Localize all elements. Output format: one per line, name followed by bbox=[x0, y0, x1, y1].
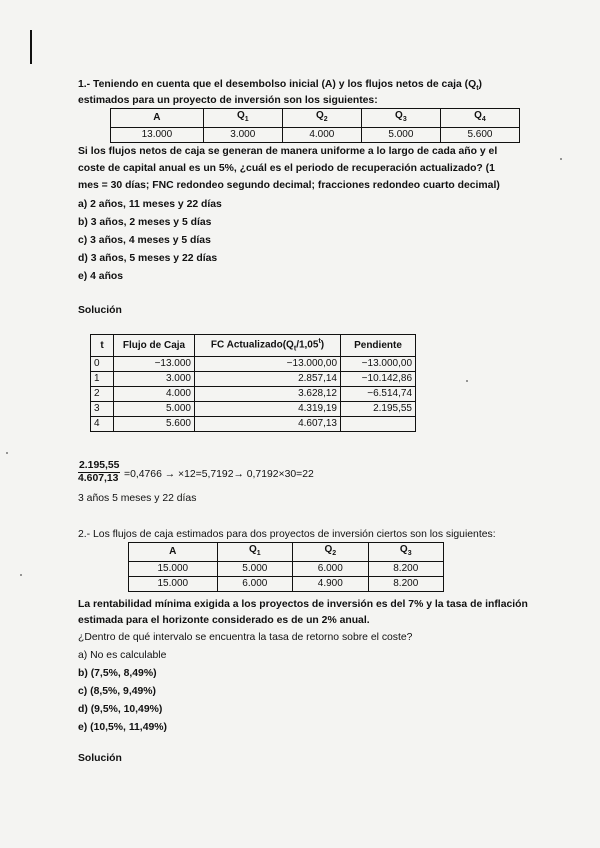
header-q2: $Q_2$ bbox=[293, 543, 368, 562]
table-cell: 8.200 bbox=[368, 562, 443, 577]
fraction-numerator: 2.195,55 bbox=[79, 460, 120, 471]
header-q1: $Q_1$ bbox=[217, 543, 292, 562]
p1-question-line3: mes = 30 días; FNC redondeo segundo decimal; fracciones redondeo cuarto decimal) bbox=[78, 180, 500, 191]
header-pendiente: Pendiente bbox=[341, 335, 416, 357]
p2-line3: ¿Dentro de qué intervalo se encuentra la tasa de retorno sobre el coste? bbox=[78, 632, 413, 643]
table-cell: 2.195,55 bbox=[341, 402, 416, 417]
table-cell: 8.200 bbox=[368, 577, 443, 592]
table-cell: 4.319,19 bbox=[195, 402, 341, 417]
scan-speck bbox=[20, 574, 22, 576]
table-header-row bbox=[111, 109, 520, 128]
table-row bbox=[129, 562, 444, 577]
table-cell: 4 bbox=[91, 417, 114, 432]
table-cell: −6.514,74 bbox=[341, 387, 416, 402]
table-cell: 6.000 bbox=[293, 562, 368, 577]
scan-speck bbox=[560, 158, 562, 160]
table-cell: −13.000,00 bbox=[341, 357, 416, 372]
p2-option-c: c) (8,5%, 9,49%) bbox=[78, 686, 156, 697]
table-cell: 0 bbox=[91, 357, 114, 372]
table-row bbox=[111, 128, 520, 143]
table-cell bbox=[341, 417, 416, 432]
p1-solution-table bbox=[90, 334, 416, 432]
calc-result: =0,4766 → ×12=5,7192→ 0,7192×30=22 bbox=[124, 469, 314, 480]
header-q3: $Q_3$ bbox=[368, 543, 443, 562]
table-cell: 4.000 bbox=[282, 128, 361, 143]
p1-cashflow-table bbox=[110, 108, 520, 143]
header-q1: $Q_1$ bbox=[203, 109, 282, 128]
table-cell: 3.000 bbox=[203, 128, 282, 143]
p1-option-c: c) 3 años, 4 meses y 5 días bbox=[78, 235, 211, 246]
table-row bbox=[91, 357, 416, 372]
table-cell: 5.600 bbox=[440, 128, 519, 143]
table-header-row bbox=[129, 543, 444, 562]
table-cell: −13.000 bbox=[114, 357, 195, 372]
header-t: t bbox=[91, 335, 114, 357]
margin-mark bbox=[30, 30, 32, 64]
table-cell: 6.000 bbox=[217, 577, 292, 592]
table-cell: 3.628,12 bbox=[195, 387, 341, 402]
table-header-row bbox=[91, 335, 416, 357]
table-cell: 4.607,13 bbox=[195, 417, 341, 432]
table-cell: 1 bbox=[91, 372, 114, 387]
p2-intro: 2.- Los flujos de caja estimados para dos proyectos de inversión ciertos son los siguientes: bbox=[78, 529, 496, 540]
p2-option-d: d) (9,5%, 10,49%) bbox=[78, 704, 163, 715]
table-cell: 15.000 bbox=[129, 577, 218, 592]
p2-option-a: a) No es calculable bbox=[78, 650, 167, 661]
table-cell: 5.600 bbox=[114, 417, 195, 432]
table-cell: 5.000 bbox=[114, 402, 195, 417]
table-row bbox=[91, 402, 416, 417]
header-q3: $Q_3$ bbox=[361, 109, 440, 128]
table-cell: 2 bbox=[91, 387, 114, 402]
table-row bbox=[91, 417, 416, 432]
p1-option-e: e) 4 años bbox=[78, 271, 124, 282]
p1-option-a: a) 2 años, 11 meses y 22 días bbox=[78, 199, 222, 210]
table-cell: 3 bbox=[91, 402, 114, 417]
header-fc-actualizado: FC $Actualizado(Q_t/1,05^t)$ bbox=[195, 335, 341, 357]
p1-option-b: b) 3 años, 2 meses y 5 días bbox=[78, 217, 212, 228]
header-a: A bbox=[111, 109, 204, 128]
table-row bbox=[91, 372, 416, 387]
p2-solution-label: Solución bbox=[78, 753, 122, 764]
p1-option-d: d) 3 años, 5 meses y 22 días bbox=[78, 253, 218, 264]
p2-option-b: b) (7,5%, 8,49%) bbox=[78, 668, 157, 679]
header-a: A bbox=[129, 543, 218, 562]
scan-speck bbox=[6, 452, 8, 454]
table-cell: 15.000 bbox=[129, 562, 218, 577]
calc-fraction bbox=[78, 460, 120, 485]
scan-speck bbox=[466, 380, 468, 382]
table-cell: 4.900 bbox=[293, 577, 368, 592]
p2-cashflow-table bbox=[128, 542, 444, 592]
table-cell: 5.000 bbox=[361, 128, 440, 143]
table-cell: −13.000,00 bbox=[195, 357, 341, 372]
p1-intro-line1: 1.- Teniendo en cuenta que el desembolso inicial (A) y los flujos netos de caja $(Q_t)$ bbox=[78, 79, 483, 93]
p1-intro-line2: estimados para un proyecto de inversión son los siguientes: bbox=[78, 95, 378, 106]
p1-answer: 3 años 5 meses y 22 días bbox=[78, 493, 197, 504]
header-q2: $Q_2$ bbox=[282, 109, 361, 128]
fraction-denominator: 4.607,13 bbox=[78, 473, 119, 484]
p1-solution-label: Solución bbox=[78, 305, 122, 316]
p1-question-line2: coste de capital anual es un 5%, ¿cuál es el periodo de recuperación actualizado? (1 bbox=[78, 163, 495, 174]
p1-question-line1: Si los flujos netos de caja se generan de manera uniforme a lo largo de cada año y el bbox=[78, 146, 498, 157]
table-row bbox=[91, 387, 416, 402]
table-cell: 13.000 bbox=[111, 128, 204, 143]
header-q4: $Q_4$ bbox=[440, 109, 519, 128]
p2-option-e: e) (10,5%, 11,49%) bbox=[78, 722, 167, 733]
table-cell: 4.000 bbox=[114, 387, 195, 402]
table-cell: 5.000 bbox=[217, 562, 292, 577]
p2-line2: estimada para el horizonte considerado es de un 2% anual. bbox=[78, 615, 370, 626]
table-row bbox=[129, 577, 444, 592]
table-cell: 2.857,14 bbox=[195, 372, 341, 387]
p2-line1: La rentabilidad mínima exigida a los proyectos de inversión es del 7% y la tasa de inflación bbox=[78, 599, 528, 610]
header-flujo: Flujo de Caja bbox=[114, 335, 195, 357]
table-cell: −10.142,86 bbox=[341, 372, 416, 387]
table-cell: 3.000 bbox=[114, 372, 195, 387]
